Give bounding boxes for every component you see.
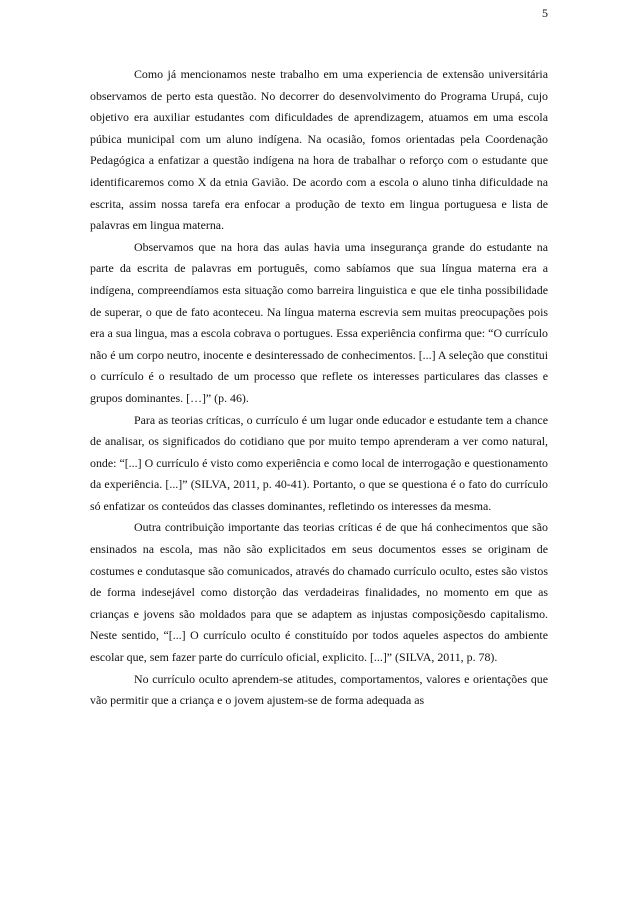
paragraph-hidden-curriculum-values: No currículo oculto aprendem-se atitudes, comportamentos, valores e orientações que vão permitir que a criança e o jovem ajustem-se de forma adequada as bbox=[90, 671, 548, 708]
paragraph-critical-theories: Para as teorias críticas, o currículo é um lugar onde educador e estudante tem a chance de analisar, os significados do cotidiano que por muito tempo aprenderam a ver como natural, onde: “[...] O currículo é visto como experiência e como local de interrogação e questionamento da experiência. [...]” (SILVA, 2011, p. 40-41). Portanto, o que se questiona é o fato do currículo só enfatizar os conteúdos das classes dominantes, refletindo os interesses da mesma. bbox=[90, 412, 548, 513]
paragraph-extension-experience: Como já mencionamos neste trabalho em uma experiencia de extensão universitária observamos de perto esta questão. No decorrer do desenvolvimento do Programa Urupá, cujo objetivo era auxiliar estudantes com dificuldades de aprendizagem, atuamos em uma escola púbica municipal com um aluno indígena. Na ocasião, fomos orientadas pela Coordenação Pedagógica a enfatizar a questão indígena na hora de trabalhar o reforço com o estudante que identificaremos como X da etnia Gavião. De acordo com a escola o aluno tinha dificuldade na escrita, assim nossa tarefa era enfocar a produção de texto em lingua portuguesa e lista de palavras em lingua materna. bbox=[90, 67, 548, 233]
paragraph-hidden-curriculum: Outra contribuição importante das teorias críticas é de que há conhecimentos que são ensinados na escola, mas não são explicitados em seus documentos esses se originam de costumes e condutasque são comunicados, através do chamado currículo oculto, estes são vistos de forma indesejável como distorção das verdadeiras finalidades, no momento em que as crianças e jovens são moldados para que se adaptem as injustas composiçõesdo capitalismo. Neste sentido, “[...] O currículo oculto é constituído por todos aqueles aspectos do ambiente escolar que, sem fazer parte do currículo oficial, explicito. [...]” (SILVA, 2011, p. 78). bbox=[90, 520, 548, 665]
document-body bbox=[90, 64, 548, 712]
page-number: 5 bbox=[542, 6, 548, 20]
paragraph-student-insecurity: Observamos que na hora das aulas havia uma insegurança grande do estudante na parte da escrita de palavras em português, como sabíamos que sua língua materna era a indígena, compreendíamos esta situação como barreira linguistica e que ele tinha possibilidade de superar, o que de fato aconteceu. Na língua materna escrevia sem muitas preocupações pois era a sua lingua, mas a escola cobrava o portugues. Essa experiência confirma que: “O currículo não é um corpo neutro, inocente e desinteressado de conhecimentos. [...] A seleção que constitui o currículo é o resultado de um processo que reflete os interesses particulares das classes e grupos dominantes. […]” (p. 46). bbox=[90, 239, 548, 405]
